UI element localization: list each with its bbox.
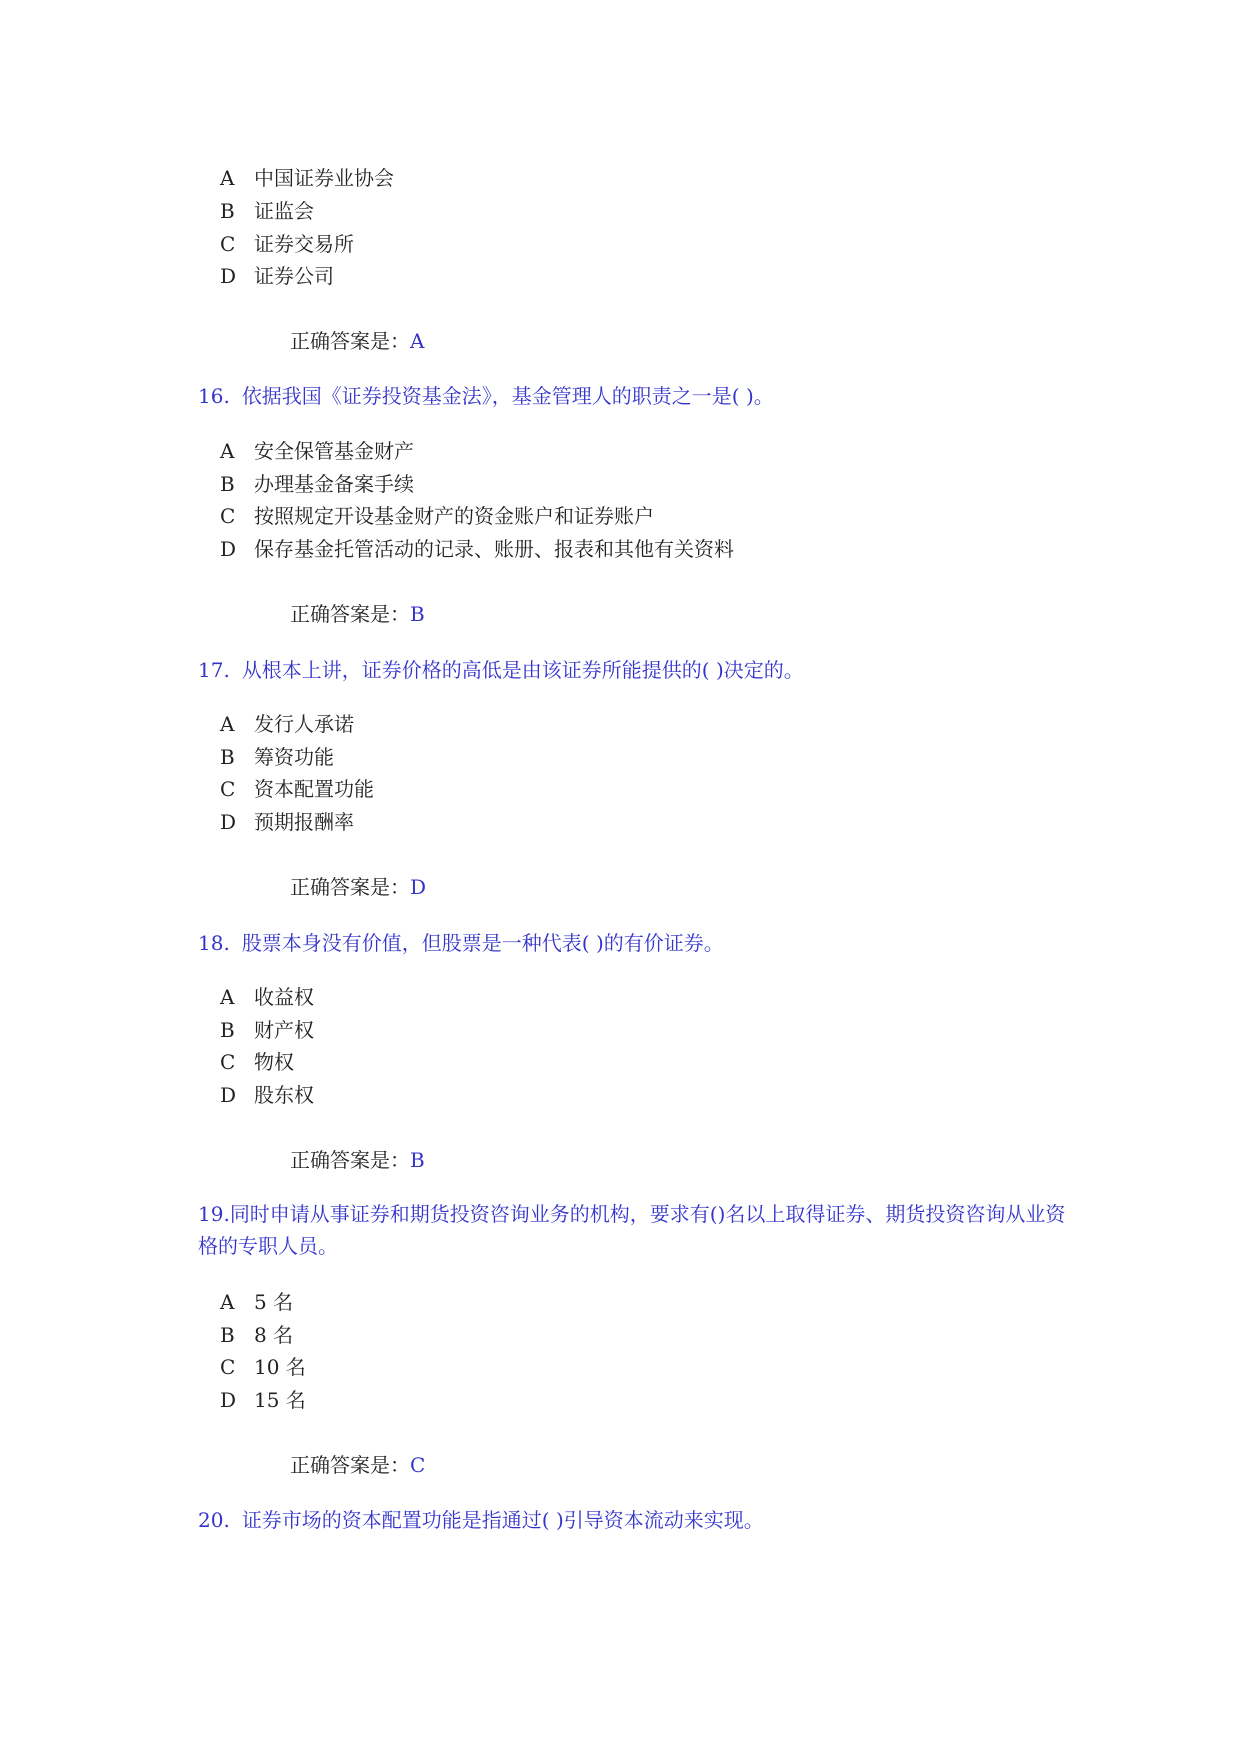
- option-a: [220, 164, 394, 192]
- option-d: [220, 1386, 306, 1414]
- option-text: 中国证券业协会: [254, 166, 394, 190]
- answer-label: 正确答案是：: [290, 875, 410, 899]
- option-letter: D: [220, 1388, 237, 1412]
- option-letter: C: [220, 1050, 236, 1074]
- correct-answer: [290, 1451, 425, 1479]
- question-19: [198, 1198, 1078, 1262]
- option-letter: C: [220, 232, 236, 256]
- option-text: 物权: [254, 1050, 294, 1074]
- correct-answer: [290, 600, 425, 628]
- option-text: 安全保管基金财产: [254, 439, 414, 463]
- answer-value: A: [410, 329, 425, 353]
- correct-answer: [290, 1146, 425, 1174]
- answer-value: D: [410, 875, 427, 899]
- question-text: 同时申请从事证券和期货投资咨询业务的机构，要求有()名以上取得证券、期货投资咨询从业资格的专职人员。: [198, 1202, 1066, 1258]
- option-letter: B: [220, 199, 235, 223]
- option-text: 按照规定开设基金财产的资金账户和证券账户: [254, 504, 654, 528]
- answer-label: 正确答案是：: [290, 602, 410, 626]
- option-letter: A: [220, 439, 235, 463]
- option-a: [220, 983, 314, 1011]
- question-text: 证券市场的资本配置功能是指通过( )引导资本流动来实现。: [241, 1508, 764, 1532]
- option-text: 发行人承诺: [254, 712, 354, 736]
- option-c: [220, 502, 654, 530]
- option-c: [220, 1353, 306, 1381]
- option-letter: B: [220, 1323, 235, 1347]
- question-number: 20.: [198, 1508, 230, 1532]
- option-letter: A: [220, 1290, 235, 1314]
- option-d: [220, 535, 734, 563]
- question-number: 19.: [198, 1202, 230, 1226]
- correct-answer: [290, 873, 426, 901]
- question-number: 16.: [198, 384, 230, 408]
- option-text: 预期报酬率: [254, 810, 354, 834]
- answer-label: 正确答案是：: [290, 1148, 410, 1172]
- option-text: 股东权: [254, 1083, 314, 1107]
- option-b: [220, 1016, 314, 1044]
- option-letter: A: [220, 712, 235, 736]
- option-a: [220, 437, 414, 465]
- question-16: [198, 380, 774, 412]
- option-text: 证券交易所: [254, 232, 354, 256]
- option-b: [220, 197, 314, 225]
- option-text: 办理基金备案手续: [254, 472, 414, 496]
- question-text: 依据我国《证券投资基金法》，基金管理人的职责之一是( )。: [241, 384, 774, 408]
- question-text: 股票本身没有价值，但股票是一种代表( )的有价证券。: [241, 931, 724, 955]
- question-20: [198, 1504, 764, 1536]
- option-text: 收益权: [254, 985, 314, 1009]
- correct-answer: [290, 327, 424, 355]
- question-number: 18.: [198, 931, 230, 955]
- option-text: 5 名: [254, 1290, 294, 1314]
- option-c: [220, 1048, 294, 1076]
- option-letter: D: [220, 264, 237, 288]
- option-a: [220, 710, 354, 738]
- option-a: [220, 1288, 293, 1316]
- question-18: [198, 927, 724, 959]
- option-c: [220, 775, 374, 803]
- option-text: 15 名: [254, 1388, 306, 1412]
- option-letter: C: [220, 504, 236, 528]
- answer-label: 正确答案是：: [290, 329, 410, 353]
- option-d: [220, 262, 334, 290]
- option-b: [220, 470, 414, 498]
- option-d: [220, 808, 354, 836]
- option-letter: C: [220, 1355, 236, 1379]
- answer-value: B: [410, 602, 425, 626]
- answer-label: 正确答案是：: [290, 1453, 410, 1477]
- option-b: [220, 1321, 293, 1349]
- question-17: [198, 654, 804, 686]
- option-text: 筹资功能: [254, 745, 334, 769]
- option-letter: A: [220, 166, 235, 190]
- option-letter: B: [220, 745, 235, 769]
- option-letter: D: [220, 537, 237, 561]
- answer-value: C: [410, 1453, 426, 1477]
- option-c: [220, 230, 354, 258]
- option-text: 财产权: [254, 1018, 314, 1042]
- option-text: 8 名: [254, 1323, 294, 1347]
- option-letter: D: [220, 810, 237, 834]
- option-text: 证券公司: [254, 264, 334, 288]
- question-number: 17.: [198, 658, 230, 682]
- option-text: 证监会: [254, 199, 314, 223]
- option-b: [220, 743, 334, 771]
- option-letter: B: [220, 472, 235, 496]
- option-d: [220, 1081, 314, 1109]
- option-letter: D: [220, 1083, 237, 1107]
- question-text: 从根本上讲，证券价格的高低是由该证券所能提供的( )决定的。: [241, 658, 804, 682]
- option-text: 保存基金托管活动的记录、账册、报表和其他有关资料: [254, 537, 734, 561]
- option-text: 资本配置功能: [254, 777, 374, 801]
- option-letter: A: [220, 985, 235, 1009]
- option-letter: B: [220, 1018, 235, 1042]
- option-text: 10 名: [254, 1355, 306, 1379]
- answer-value: B: [410, 1148, 425, 1172]
- option-letter: C: [220, 777, 236, 801]
